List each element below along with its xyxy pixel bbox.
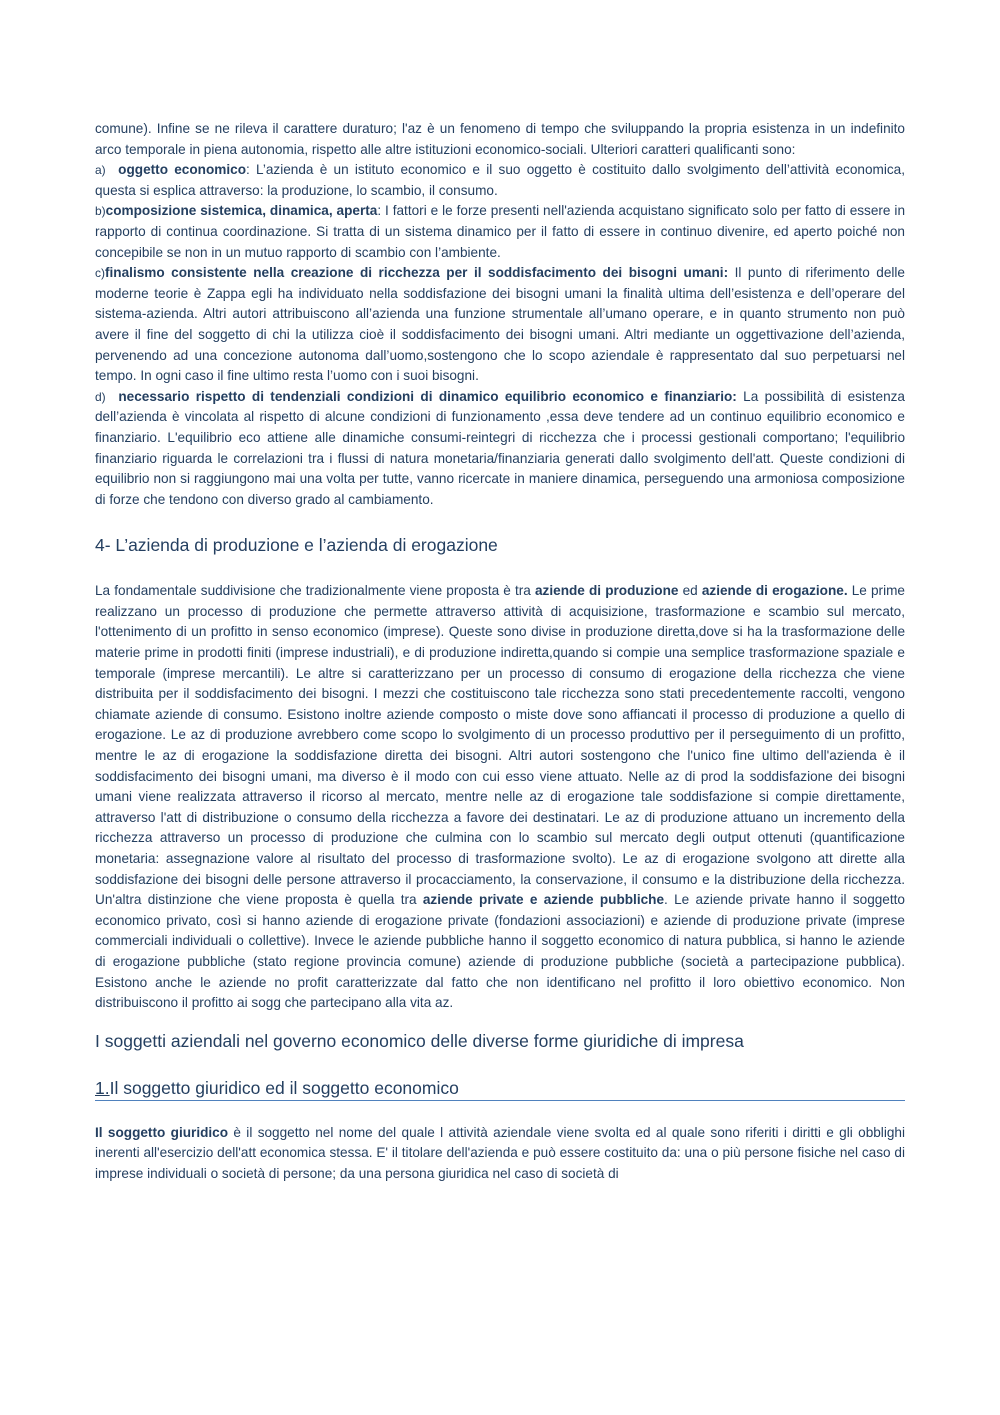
intro-paragraph: comune). Infine se ne rileva il carattere duraturo; l'az è un fenomeno di tempo che sviluppando la propria esistenza in un indefinito arco temporale in piena autonomia, rispetto alle altre istituzioni economico-sociali. Ulteriori caratteri qualificanti sono: xyxy=(95,121,905,157)
item-text: : I fattori e le forze presenti nell'azienda acquistano significato solo per fatto di essere in rapporto di continua coordinazione. Si tratta di un sistema dinamico per il fatto di essere in continuo divenire, ed aperto poiché non concepibile se non in un mutuo rapporto di scambio con l’ambiente. xyxy=(95,203,905,260)
subsection-number: 1. xyxy=(95,1077,110,1098)
list-marker: a) xyxy=(95,163,106,178)
item-text: : L’azienda è un istituto economico e il suo oggetto è costituito dallo svolgimento dell’attività economica, questa si esplica attraverso: la produzione, lo scambio, il consumo. xyxy=(95,162,905,198)
list-marker: c) xyxy=(95,266,105,281)
bold-term: composizione sistemica, dinamica, aperta xyxy=(105,203,378,219)
paragraph-text: Le prime realizzano un processo di produzione che permette attraverso attività di acquisizione, trasformazione e scambio sul mercato, l'ottenimento di un profitto in senso economico (imprese). Queste sono divise in produzione diretta,dove si ha la trasformazione delle materie prime in prodotti finiti (imprese industriali), e di produzione indiretta,quando si compie una semplice trasformazione spaziale e temporale (imprese mercantili). Le altre si caratterizzano per un processo di consumo di erogazione della ricchezza che viene distribuita per il soddisfacimento dei bisogni. I mezzi che costituiscono tale ricchezza sono stati precedentemente raccolti, vengono chiamate aziende di consumo. Esistono inoltre aziende composto o miste dove sono affiancati il processo di produzione a quello di erogazione. Le az di produzione avrebbero come scopo lo svolgimento di un processo produttivo per il perseguimento di un profitto, mentre le az di erogazione la soddisfazione diretta dei bisogni. Altri autori sostengono che l'unico fine ultimo dell'azienda è il soddisfacimento dei bisogni umani, ma diverso è il modo con cui esso viene attuato. Nelle az di prod la soddisfazione dei bisogni umani viene realizzata attraverso il ricorso al mercato, mentre nelle az di erogazione tale soddisfazione si compie direttamente, attraverso l'att di distribuzione o consumo della ricchezza a favore dei destinatari. Le az di produzione attuano un incremento della ricchezza attraverso un processo di produzione che culmina con lo scambio sul mercato degli output ottenuti (quantificazione monetaria: assegnazione valore al risultato del processo di trasformazione svolto). Le az di erogazione svolgono att dirette alla soddisfazione dei bisogni delle persone attraverso il procacciamento, la conservazione, il consumo e la distribuzione della ricchezza. Un'altra distinzione che viene proposta è quella tra xyxy=(95,583,905,908)
item-text: Il punto di riferimento delle moderne teorie è Zappa egli ha individuato nella soddisfazione dei bisogni umani la finalità ultima dell’esistenza e dell’operare del sistema-azienda. Altri autori attribuiscono all’azienda una funzione strumentale all’umano operare, e in quanto strumento non può avere il fine del soggetto di chi la utilizza cioè il soddisfacimento dei bisogni umani. Altri mediante un oggettivazione dell’azienda, pervenendo ad una concezione autonoma dall’uomo,sostengono che lo scopo aziendale è rappresentato dal suo perpetuarsi nel tempo. In ogni caso il fine ultimo resta l’uomo con i suoi bisogni. xyxy=(95,265,905,384)
bold-term: necessario rispetto di tendenziali condizioni di dinamico equilibrio economico e finanziario: xyxy=(118,388,737,404)
paragraph-text: ed xyxy=(678,583,702,599)
paragraph-text: . Le aziende private hanno il soggetto economico privato, così si hanno aziende di erogazione private (fondazioni associazioni) e aziende di produzione private (imprese commerciali individuali o collettive). Invece le aziende pubbliche hanno il soggetto economico di natura pubblica, si hanno le aziende di erogazione pubbliche (stato regione provincia comune) aziende di produzione pubbliche (società a partecipazione pubblica). Esistono anche le aziende no profit caratterizzate dal fatto che non identificano nel profitto il loro obiettivo economico. Non distribuiscono il profitto ai sogg che partecipano alla vita az. xyxy=(95,892,905,1011)
paragraph-text: La fondamentale suddivisione che tradizionalmente viene proposta è tra xyxy=(95,583,535,599)
bold-term: aziende private e aziende pubbliche xyxy=(422,892,665,908)
bold-term: aziende di produzione xyxy=(535,583,679,599)
paragraph-text: è il soggetto nel nome del quale l attività aziendale viene svolta ed al quale sono riferiti i diritti e gli obblighi inerenti all'esercizio dell'att economica stessa. E' il titolare dell'azienda e può essere costituito da: una o più persone fisiche nel caso di imprese individuali o società di persone; da una persona giuridica nel caso di società di xyxy=(95,1124,905,1181)
list-item-c xyxy=(95,263,905,387)
bold-term: finalismo consistente nella creazione di ricchezza per il soddisfacimento dei bisogni umani: xyxy=(105,265,729,281)
chapter-heading: I soggetti aziendali nel governo economico delle diverse forme giuridiche di impresa xyxy=(95,1030,744,1051)
list-marker: b) xyxy=(95,204,106,219)
subsection-title: Il soggetto giuridico ed il soggetto economico xyxy=(109,1077,459,1098)
item-text: La possibilità di esistenza dell’azienda è vincolata al rispetto di alcune condizioni di funzionamento ,essa deve tendere ad un continuo equilibrio economico e finanziario. L'equilibrio eco attiene alle dinamiche consumi-reintegri di ricchezza che i processi gestionali comportano; l'equilibrio finanziario riguarda le correlazioni tra i flussi di natura monetaria/finanziaria generati dallo svolgimento dell'att. Queste condizioni di equilibrio non si raggiungono mai una volta per tutte, vanno ricercate in maniere dinamica, perseguendo una armoniosa composizione di forze che tendono con diverso grado al cambiamento. xyxy=(95,388,905,507)
bold-term: oggetto economico xyxy=(118,162,247,178)
last-paragraph xyxy=(95,1123,905,1185)
section4-paragraph xyxy=(95,581,905,1013)
section-heading: 4- L’azienda di produzione e l’azienda di erogazione xyxy=(95,535,498,556)
list-marker: d) xyxy=(95,389,106,404)
bold-term: aziende di erogazione. xyxy=(701,583,848,599)
bold-term: Il soggetto giuridico xyxy=(95,1124,229,1140)
list-item-d xyxy=(95,387,905,511)
document-page xyxy=(95,119,905,1185)
list-item-a xyxy=(95,160,905,201)
list-item-b xyxy=(95,201,905,263)
subsection-heading xyxy=(95,1077,905,1101)
